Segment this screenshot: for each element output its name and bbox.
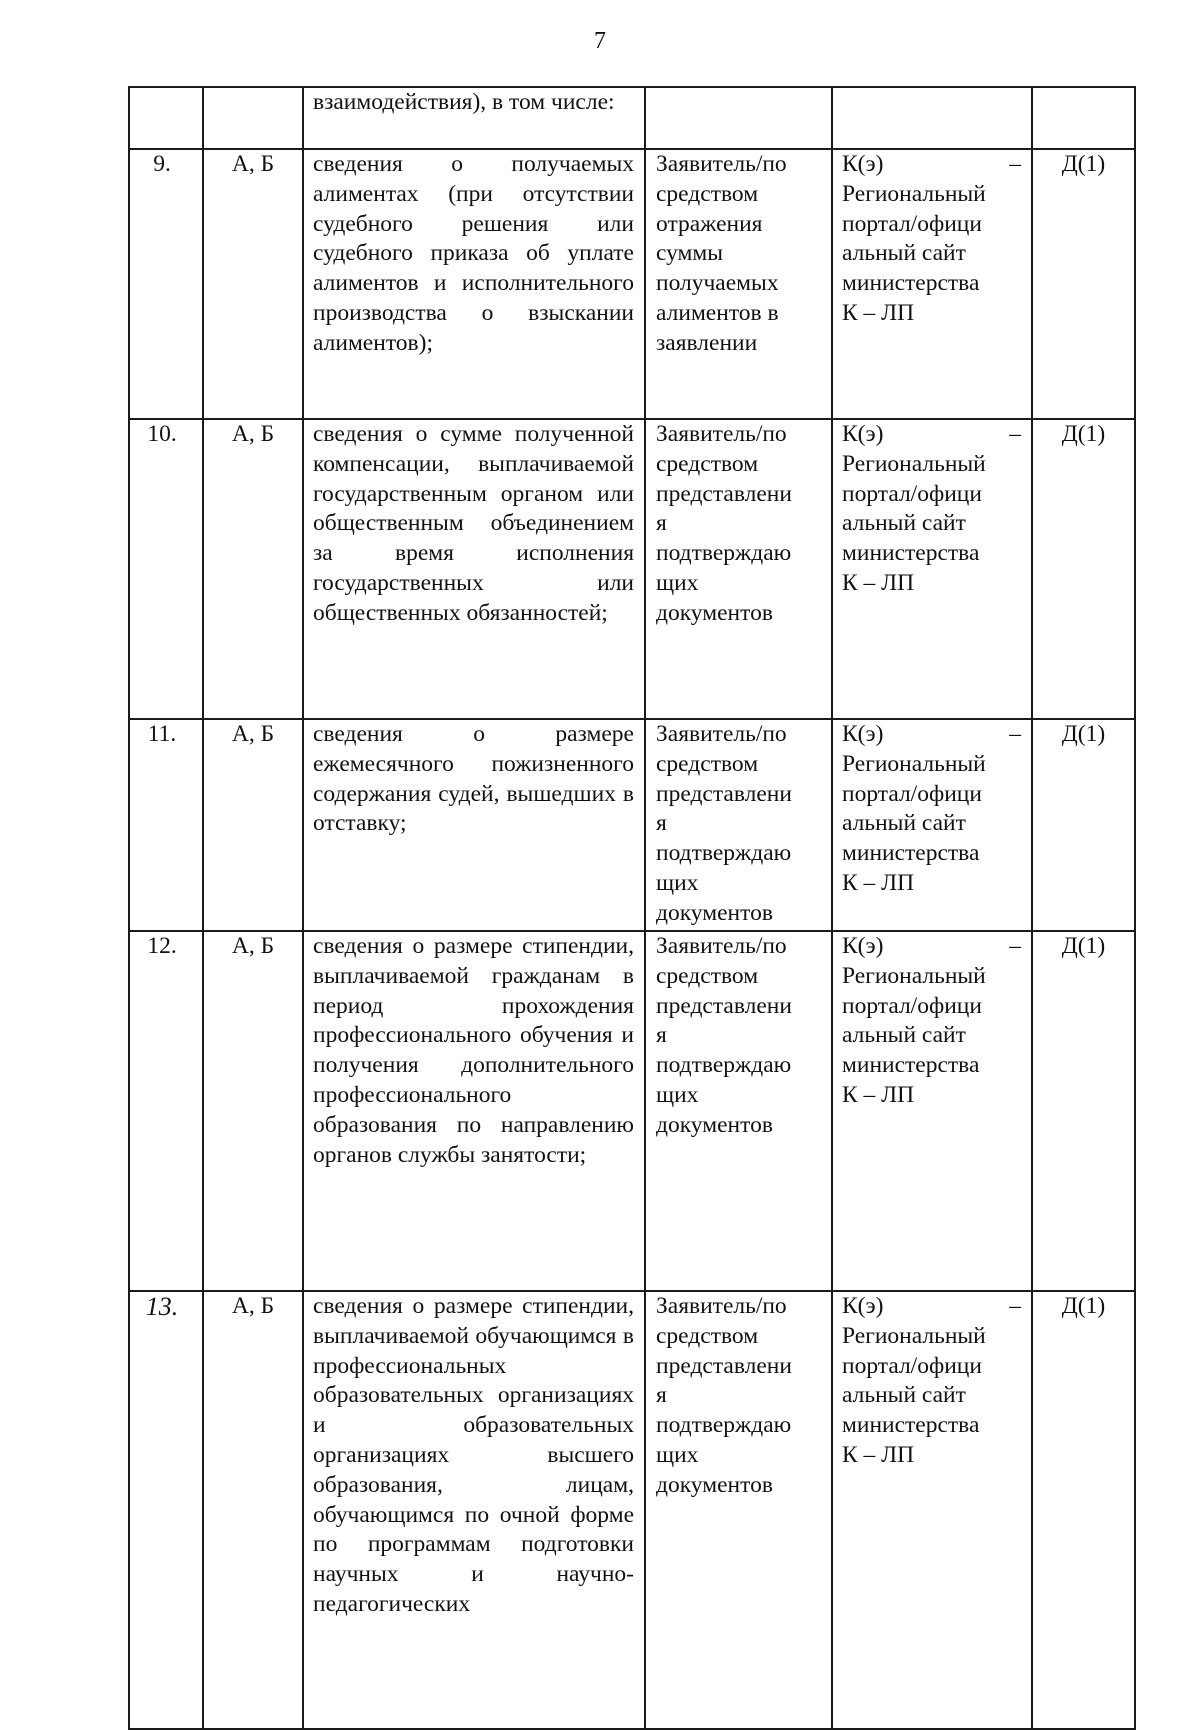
row-number: 10.: [129, 419, 203, 719]
channel-line: Региональный: [842, 1322, 986, 1349]
row-channel: [832, 149, 1032, 419]
channel-cell: [832, 87, 1032, 149]
source-line: документов: [656, 1111, 773, 1138]
row-info: сведения о размере ежемесячного пожизненного содержания судей, вышедших в отставку;: [303, 719, 645, 931]
source-line: средством: [656, 962, 759, 989]
source-line: алиментов в: [656, 299, 779, 326]
table-row: [129, 719, 1135, 931]
source-line: Заявитель/по: [656, 1293, 787, 1319]
channel-line: К – ЛП: [842, 569, 915, 596]
row-info: сведения о сумме полученной компенсации, выплачиваемой государственным органом или общественным объединением за время исполнения государственных или общественных обязанностей;: [303, 419, 645, 719]
channel-line: министерства: [842, 270, 980, 297]
row-doc: Д(1): [1032, 931, 1135, 1291]
channel-dash: –: [1009, 151, 1021, 177]
row-channel: [832, 419, 1032, 719]
source-line: представлени: [656, 992, 792, 1019]
source-line: подтверждаю: [656, 1412, 792, 1439]
source-line: Заявитель/по: [656, 151, 787, 177]
source-line: Заявитель/по: [656, 421, 787, 447]
channel-line: портал/офици: [842, 1352, 982, 1379]
row-doc: Д(1): [1032, 149, 1135, 419]
row-info: сведения о размере стипендии, выплачиваемой обучающимся в профессиональных образовательных организациях и образовательных организациях высшего образования, лицам, обучающимся по очной форме по программам подготовки научных и научно-педагогических: [303, 1291, 645, 1729]
row-channel: [832, 1291, 1032, 1729]
channel-line: альный сайт: [842, 1022, 966, 1049]
channel-line: министерства: [842, 1412, 980, 1439]
source-cell: [645, 87, 832, 149]
row-source: [645, 719, 832, 931]
channel-line: альный сайт: [842, 240, 966, 267]
channel-line: портал/офици: [842, 480, 982, 507]
channel-line: альный сайт: [842, 1382, 966, 1409]
row-number: 11.: [129, 719, 203, 931]
channel-line: министерства: [842, 1052, 980, 1079]
category-cell: [203, 87, 303, 149]
source-line: я: [656, 1022, 667, 1049]
source-line: средством: [656, 180, 759, 207]
channel-line: портал/офици: [842, 210, 982, 237]
channel-code: К(э): [842, 421, 884, 447]
source-line: я: [656, 510, 667, 537]
channel-code: К(э): [842, 1293, 884, 1319]
source-line: суммы: [656, 240, 724, 267]
channel-dash: –: [1009, 721, 1021, 747]
channel-line: К – ЛП: [842, 1081, 915, 1108]
channel-line: министерства: [842, 540, 980, 567]
row-info: сведения о размере стипендии, выплачиваемой гражданам в период прохождения профессионального обучения и получения дополнительного профессионального образования по направлению органов службы занятости;: [303, 931, 645, 1291]
row-category: А, Б: [203, 1291, 303, 1729]
channel-line: альный сайт: [842, 810, 966, 837]
row-channel: [832, 719, 1032, 931]
channel-dash: –: [1009, 933, 1021, 959]
source-line: я: [656, 1382, 667, 1409]
channel-line: К – ЛП: [842, 869, 915, 896]
source-line: подтверждаю: [656, 840, 792, 867]
source-line: документов: [656, 899, 773, 926]
source-line: отражения: [656, 210, 763, 237]
row-number: 9.: [129, 149, 203, 419]
row-source: [645, 1291, 832, 1729]
row-source: [645, 149, 832, 419]
source-line: заявлении: [656, 329, 758, 356]
table-row: [129, 419, 1135, 719]
channel-line: Региональный: [842, 450, 986, 477]
info-cell: взаимодействия), в том числе:: [303, 87, 645, 149]
source-line: получаемых: [656, 270, 779, 297]
source-line: щих: [656, 869, 699, 896]
source-line: щих: [656, 569, 699, 596]
row-source: [645, 931, 832, 1291]
channel-line: портал/офици: [842, 780, 982, 807]
row-info: сведения о получаемых алиментах (при отсутствии судебного решения или судебного приказа об уплате алиментов и исполнительного производства о взыскании алиментов);: [303, 149, 645, 419]
channel-code: К(э): [842, 151, 884, 177]
source-line: подтверждаю: [656, 1052, 792, 1079]
channel-line: Региональный: [842, 962, 986, 989]
row-category: А, Б: [203, 149, 303, 419]
row-category: А, Б: [203, 719, 303, 931]
row-doc: Д(1): [1032, 419, 1135, 719]
source-line: подтверждаю: [656, 540, 792, 567]
channel-line: министерства: [842, 840, 980, 867]
channel-line: К – ЛП: [842, 1441, 915, 1468]
source-line: я: [656, 810, 667, 837]
source-line: представлени: [656, 1352, 792, 1379]
doc-cell: [1032, 87, 1135, 149]
table-row: [129, 149, 1135, 419]
source-line: щих: [656, 1441, 699, 1468]
source-line: щих: [656, 1081, 699, 1108]
channel-dash: –: [1009, 421, 1021, 447]
channel-line: Региональный: [842, 750, 986, 777]
source-line: документов: [656, 599, 773, 626]
row-source: [645, 419, 832, 719]
channel-code: К(э): [842, 933, 884, 959]
row-channel: [832, 931, 1032, 1291]
row-doc: Д(1): [1032, 1291, 1135, 1729]
row-category: А, Б: [203, 419, 303, 719]
channel-line: портал/офици: [842, 992, 982, 1019]
channel-dash: –: [1009, 1293, 1021, 1319]
source-line: средством: [656, 450, 759, 477]
page-number: 7: [594, 28, 606, 54]
channel-line: К – ЛП: [842, 299, 915, 326]
number-cell: [129, 87, 203, 149]
source-line: средством: [656, 1322, 759, 1349]
table-row: [129, 931, 1135, 1291]
source-line: Заявитель/по: [656, 721, 787, 747]
source-line: представлени: [656, 480, 792, 507]
channel-code: К(э): [842, 721, 884, 747]
row-number: 13.: [129, 1291, 203, 1729]
channel-line: альный сайт: [842, 510, 966, 537]
source-line: представлени: [656, 780, 792, 807]
row-doc: Д(1): [1032, 719, 1135, 931]
table-row: [129, 1291, 1135, 1729]
services-table: [128, 86, 1136, 1730]
continuation-row: [129, 87, 1135, 149]
row-category: А, Б: [203, 931, 303, 1291]
row-number: 12.: [129, 931, 203, 1291]
source-line: документов: [656, 1471, 773, 1498]
source-line: Заявитель/по: [656, 933, 787, 959]
channel-line: Региональный: [842, 180, 986, 207]
source-line: средством: [656, 750, 759, 777]
